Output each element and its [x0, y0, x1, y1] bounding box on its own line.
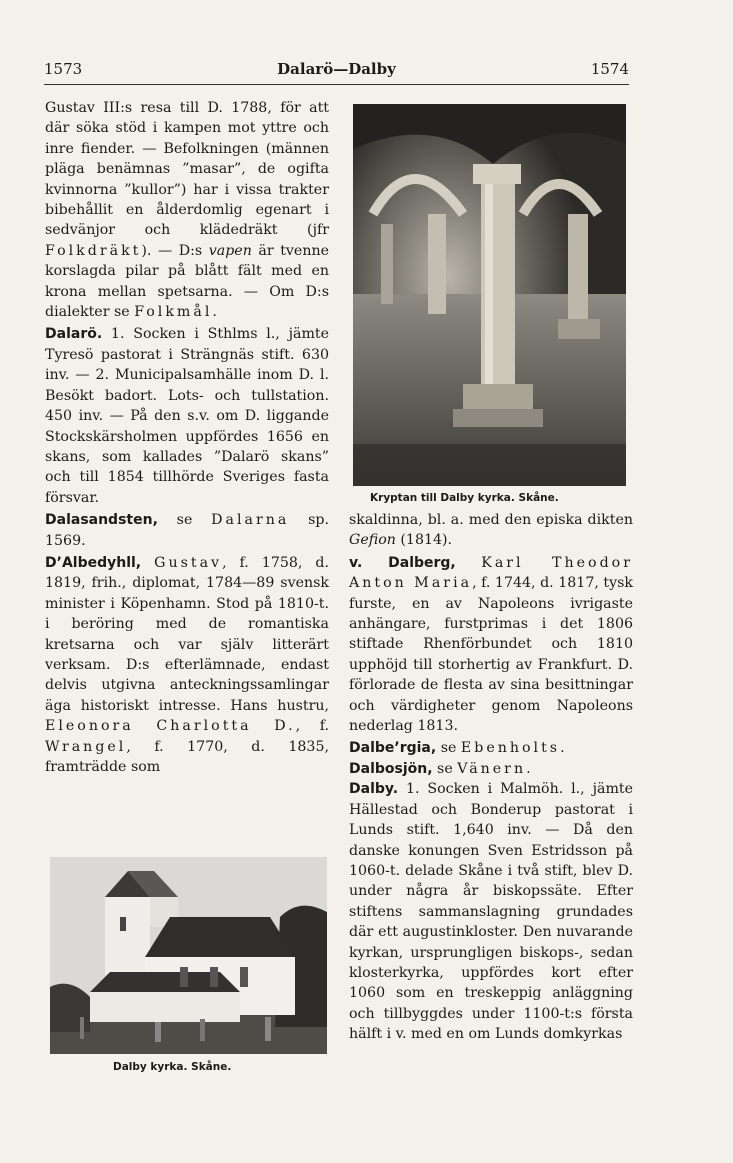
- entry-dalbedyhll: [45, 553, 329, 777]
- left-column: [45, 98, 329, 777]
- headword: Dalberg,: [388, 554, 456, 571]
- italic-term: vapen: [208, 242, 252, 259]
- text-run: är tvenne korslagda pilar på blått fält med en krona mellan spetsarna. — Om D:s dialekter se: [45, 242, 329, 321]
- text-run: se: [432, 760, 458, 777]
- entry-text: 1. Socken i Malmöh. l., jämte Hällestad och Bonderup pastorat i Lunds stift. 1,640 inv. — Då den danske konungen Sven Estridsson på 1060-t. delade Skåne i två stift, blev D. under några år biskopssäte. Efter stiftens sammanslagning grundades där ett augustinkloster. Den nuvarande kyrkan, ursprungligen biskops-, sedan klosterkyrka, uppfördes kort efter 1060 som en treskeppig anläggning och tillbyggdes under 1100-t:s första hälft i v. med en om Lunds domkyrkas: [349, 781, 633, 1043]
- running-header: [44, 58, 629, 84]
- text-run: Gustav III:s resa till D. 1788, för att där söka stöd i kampen mot yttre och inre fiender. — Befolkningen (männen pläga benämnas ”masar”, de ogifta kvinnorna ”kullor”) har i vissa trakter bibehållit en ålderdomlig egenart i sedvänjor och klädedräkt (jfr: [45, 100, 329, 239]
- text-run: .: [526, 760, 531, 777]
- text-run: se: [436, 740, 461, 757]
- crypt-photo: [353, 104, 626, 486]
- headword: Dalby.: [349, 781, 399, 798]
- church-caption: Dalby kyrka. Skåne.: [113, 1061, 232, 1073]
- entry-text: , f. 1744, d. 1817, tysk furste, en av Napoleons ivrigaste anhängare, furstprimas i det 1806 stiftade Rhenförbundet och 1810 upphöjd till storhertig av Frankfurt. D. förlorade de flesta av sina besittningar och värdigheter genom Napoleons nederlag 1813.: [349, 575, 633, 735]
- entry-dalaro: [45, 324, 329, 508]
- headword: Dalbe’rgia,: [349, 740, 437, 757]
- entry-text: , f. 1758, d. 1819, frih., diplomat, 1784—89 svensk minister i Köpenhamn. Stod på 1810-t. i beröring med de romantiska kretsarna och var själv litterärt verksam. D:s efterlämnade, endast delvis utgivna anteckningssamlingar äga historiskt intresse. Hans hustru,: [45, 554, 329, 714]
- entry-dalberg: [349, 553, 633, 737]
- spaced-name: Karl Theodor Anton Maria: [349, 554, 633, 592]
- italic-title: Gefion: [349, 532, 396, 549]
- text-run: , f. 1770, d. 1835, framträdde som: [45, 738, 329, 775]
- cross-reference: Folkmål: [134, 304, 213, 321]
- cross-reference: Folkdräkt: [45, 242, 142, 259]
- entry-dalasandsten: [45, 510, 329, 551]
- spaced-name: Eleonora Charlotta D.: [45, 718, 296, 735]
- spaced-name: Wrangel: [45, 738, 127, 755]
- church-photo: [50, 857, 327, 1054]
- entry-dalbedyhll-continued: [349, 510, 633, 551]
- text-run: skaldinna, bl. a. med den episka dikten: [349, 512, 633, 528]
- text-run: ). — D:s: [141, 242, 209, 259]
- text-run: .: [212, 304, 217, 321]
- crypt-caption: Kryptan till Dalby kyrka. Skåne.: [370, 492, 559, 504]
- text-run: se: [157, 512, 212, 529]
- headword: Dalarö.: [45, 326, 103, 343]
- header-rule: [44, 84, 629, 85]
- headword: D’Albedyhll,: [45, 554, 142, 571]
- cross-reference: Dalarna: [211, 512, 290, 529]
- entry-text: 1. Socken i Sthlms l., jämte Tyresö pastorat i Strängnäs stift. 630 inv. — 2. Municipalsamhälle inom D. l. Besökt badort. Lots- och tullstation. 450 inv. — På den s.v. om D. liggande Stockskärsholmen uppfördes 1656 en skans, som kallades ”Dalarö skans” och till 1854 tillhörde Sveriges fasta försvar.: [45, 326, 329, 506]
- entry-dalarna-continued: [45, 98, 329, 322]
- page-number-right: 1574: [590, 60, 629, 78]
- entry-dalby: [349, 779, 633, 1044]
- headword: Dalasandsten,: [45, 512, 158, 529]
- text-run: .: [560, 740, 565, 757]
- entry-dalbosjon: [349, 759, 633, 779]
- cross-reference: Vänern: [457, 760, 527, 777]
- headword-prefix: v.: [349, 554, 389, 571]
- cross-reference: Ebenholts: [460, 740, 561, 757]
- given-name: Gustav: [154, 554, 223, 571]
- running-title: Dalarö—Dalby: [277, 60, 396, 78]
- page-number-left: 1573: [44, 60, 83, 78]
- headword: Dalbosjön,: [349, 760, 433, 777]
- text-run: (1814).: [395, 532, 453, 549]
- entry-dalbergia: [349, 738, 633, 758]
- right-column: [349, 510, 633, 1045]
- text-run: , f.: [295, 718, 329, 735]
- text-run: sp. 1569.: [45, 512, 329, 549]
